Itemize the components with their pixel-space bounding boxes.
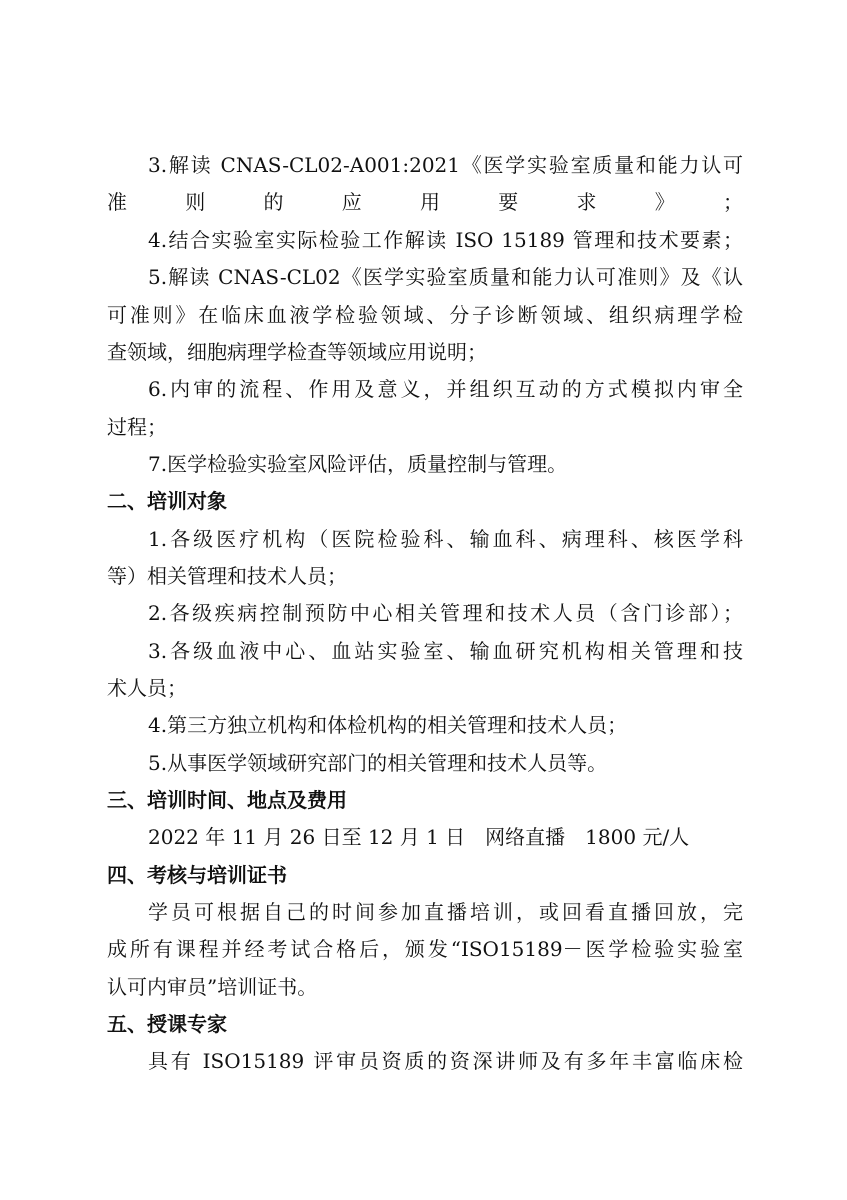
paragraph-line: 4.结合实验室实际检验工作解读 ISO 15189 管理和技术要素； (148, 228, 743, 252)
paragraph-line: 5.解读 CNAS-CL02《医学实验室质量和能力认可准则》及《认 (148, 265, 743, 289)
paragraph-line: 过程； (107, 415, 167, 439)
section-heading-assessment-certificate: 四、考核与培训证书 (107, 863, 287, 887)
section-heading-training-audience: 二、培训对象 (107, 489, 227, 513)
paragraph-line: 具有 ISO15189 评审员资质的资深讲师及有多年丰富临床检 (148, 1049, 743, 1073)
paragraph-line: 查领域，细胞病理学检查等领域应用说明； (107, 340, 487, 364)
paragraph-line: 2022 年 11 月 26 日至 12 月 1 日 网络直播 1800 元/人 (148, 825, 690, 849)
paragraph-line: 3.各级血液中心、血站实验室、输血研究机构相关管理和技 (148, 639, 743, 663)
section-heading-time-place-fee: 三、培训时间、地点及费用 (107, 788, 347, 812)
paragraph-line: 等）相关管理和技术人员； (107, 564, 347, 588)
paragraph-line: 1.各级医疗机构（医院检验科、输血科、病理科、核医学科 (148, 527, 743, 551)
paragraph-line: 准则的应用要求》； (107, 190, 743, 214)
paragraph-line: 术人员； (107, 676, 187, 700)
paragraph-line: 可准则》在临床血液学检验领域、分子诊断领域、组织病理学检 (107, 303, 743, 327)
paragraph-line: 5.从事医学领域研究部门的相关管理和技术人员等。 (148, 751, 608, 775)
paragraph-line: 2.各级疾病控制预防中心相关管理和技术人员（含门诊部）； (148, 601, 743, 625)
paragraph-line: 学员可根据自己的时间参加直播培训，或回看直播回放，完 (148, 900, 743, 924)
paragraph-line: 4.第三方独立机构和体检机构的相关管理和技术人员； (148, 713, 628, 737)
paragraph-line: 3.解读 CNAS-CL02-A001:2021《医学实验室质量和能力认可 (148, 153, 743, 177)
paragraph-line: 7.医学检验实验室风险评估，质量控制与管理。 (148, 452, 568, 476)
paragraph-line: 6.内审的流程、作用及意义，并组织互动的方式模拟内审全 (148, 377, 743, 401)
paragraph-line: 认可内审员”培训证书。 (107, 975, 318, 999)
paragraph-line: 成所有课程并经考试合格后，颁发“ISO15189－医学检验实验室 (107, 937, 743, 961)
section-heading-experts: 五、授课专家 (107, 1012, 227, 1036)
